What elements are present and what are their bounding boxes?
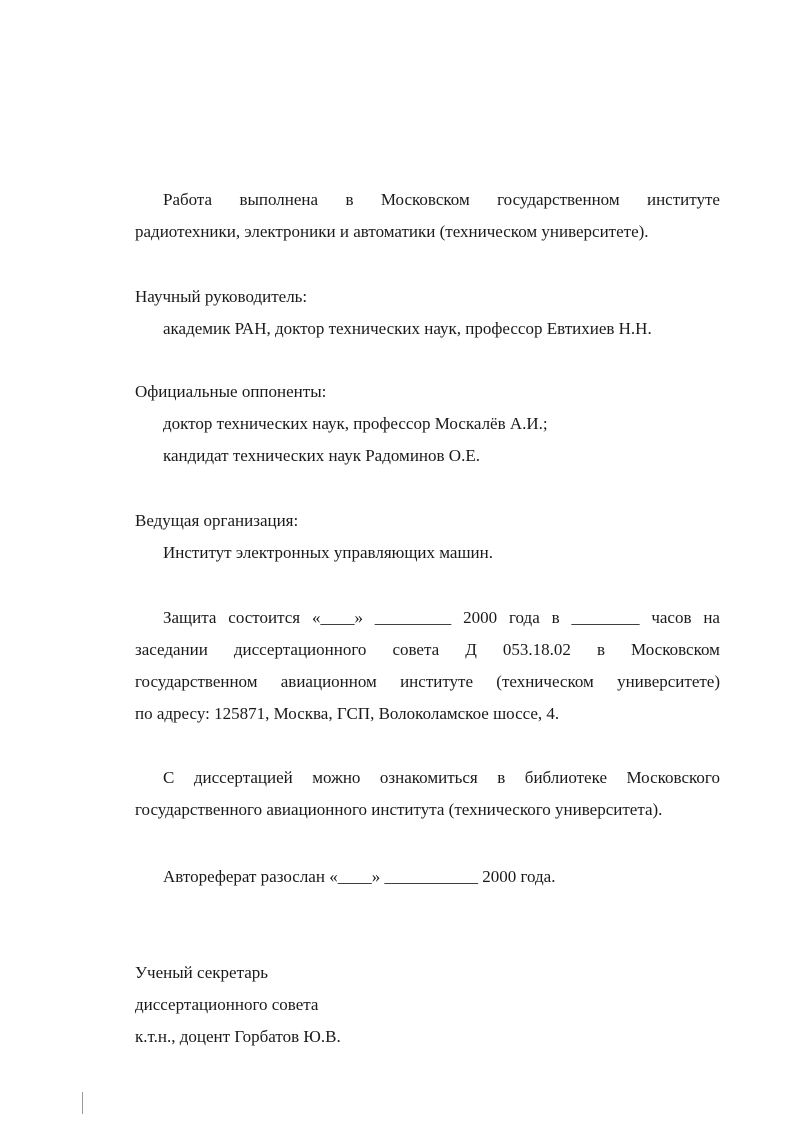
abstract-sent-text: Автореферат разослан «____» ___________ 2000 года. bbox=[163, 867, 556, 886]
word: Работа bbox=[163, 190, 213, 209]
word: в bbox=[345, 190, 354, 209]
word: (техническом bbox=[496, 672, 594, 691]
word: диссертацией bbox=[193, 768, 293, 787]
word: диссертационного bbox=[233, 640, 367, 659]
word: институте bbox=[400, 672, 474, 691]
opponent-item: доктор технических наук, профессор Москалёв А.И.; bbox=[163, 414, 548, 433]
lead-org-section bbox=[135, 505, 720, 569]
word: можно bbox=[312, 768, 361, 787]
opponent-item: кандидат технических наук Радоминов О.Е. bbox=[163, 446, 480, 465]
word: Д bbox=[465, 640, 477, 659]
defense-line-4: по адресу: 125871, Москва, ГСП, Волоколамское шоссе, 4. bbox=[135, 704, 560, 723]
word: университете) bbox=[617, 672, 720, 691]
lead-org-name: Институт электронных управляющих машин. bbox=[163, 543, 493, 562]
library-paragraph bbox=[135, 762, 720, 826]
word: состоится bbox=[228, 608, 301, 627]
word: 053.18.02 bbox=[502, 640, 571, 659]
blank-day: «____» bbox=[311, 608, 363, 627]
word: часов bbox=[651, 608, 692, 627]
word: 2000 bbox=[463, 608, 498, 627]
word: в bbox=[497, 768, 506, 787]
word: Московском bbox=[380, 190, 470, 209]
word: государственном bbox=[135, 672, 258, 691]
word: ознакомиться bbox=[379, 768, 478, 787]
word: государственном bbox=[497, 190, 620, 209]
word: институте bbox=[646, 190, 720, 209]
supervisor-name: академик РАН, доктор технических наук, профессор Евтихиев Н.Н. bbox=[163, 319, 652, 338]
blank-month: _________ bbox=[374, 608, 452, 627]
defense-line-3 bbox=[135, 666, 720, 698]
secretary-block bbox=[135, 957, 720, 1053]
blank-hour: ________ bbox=[571, 608, 640, 627]
word: года bbox=[508, 608, 540, 627]
opponents-section bbox=[135, 376, 720, 472]
abstract-sent-paragraph bbox=[135, 861, 720, 893]
word: на bbox=[703, 608, 720, 627]
lead-org-heading: Ведущая организация: bbox=[135, 511, 299, 530]
word: выполнена bbox=[239, 190, 319, 209]
word: в bbox=[596, 640, 605, 659]
secretary-council: диссертационного совета bbox=[135, 995, 319, 1014]
intro-paragraph bbox=[135, 184, 720, 248]
supervisor-section bbox=[135, 281, 720, 345]
defense-line-1 bbox=[135, 602, 720, 634]
word: совета bbox=[392, 640, 440, 659]
scan-margin-mark bbox=[82, 1092, 83, 1114]
word: библиотеке bbox=[524, 768, 607, 787]
library-line-2: государственного авиационного института (технического университета). bbox=[135, 800, 663, 819]
word: заседании bbox=[135, 640, 208, 659]
opponents-heading: Официальные оппоненты: bbox=[135, 382, 327, 401]
word: С bbox=[163, 768, 175, 787]
word: Московского bbox=[626, 768, 720, 787]
intro-line-1 bbox=[135, 184, 720, 216]
word: авиационном bbox=[280, 672, 377, 691]
secretary-name: к.т.н., доцент Горбатов Ю.В. bbox=[135, 1027, 341, 1046]
intro-line-2: радиотехники, электроники и автоматики (техническом университете). bbox=[135, 222, 649, 241]
defense-line-2 bbox=[135, 634, 720, 666]
supervisor-heading: Научный руководитель: bbox=[135, 287, 308, 306]
library-line-1 bbox=[135, 762, 720, 794]
word: Московском bbox=[631, 640, 720, 659]
defense-paragraph bbox=[135, 602, 720, 730]
word: Защита bbox=[163, 608, 217, 627]
secretary-title: Ученый секретарь bbox=[135, 963, 269, 982]
word: в bbox=[551, 608, 560, 627]
